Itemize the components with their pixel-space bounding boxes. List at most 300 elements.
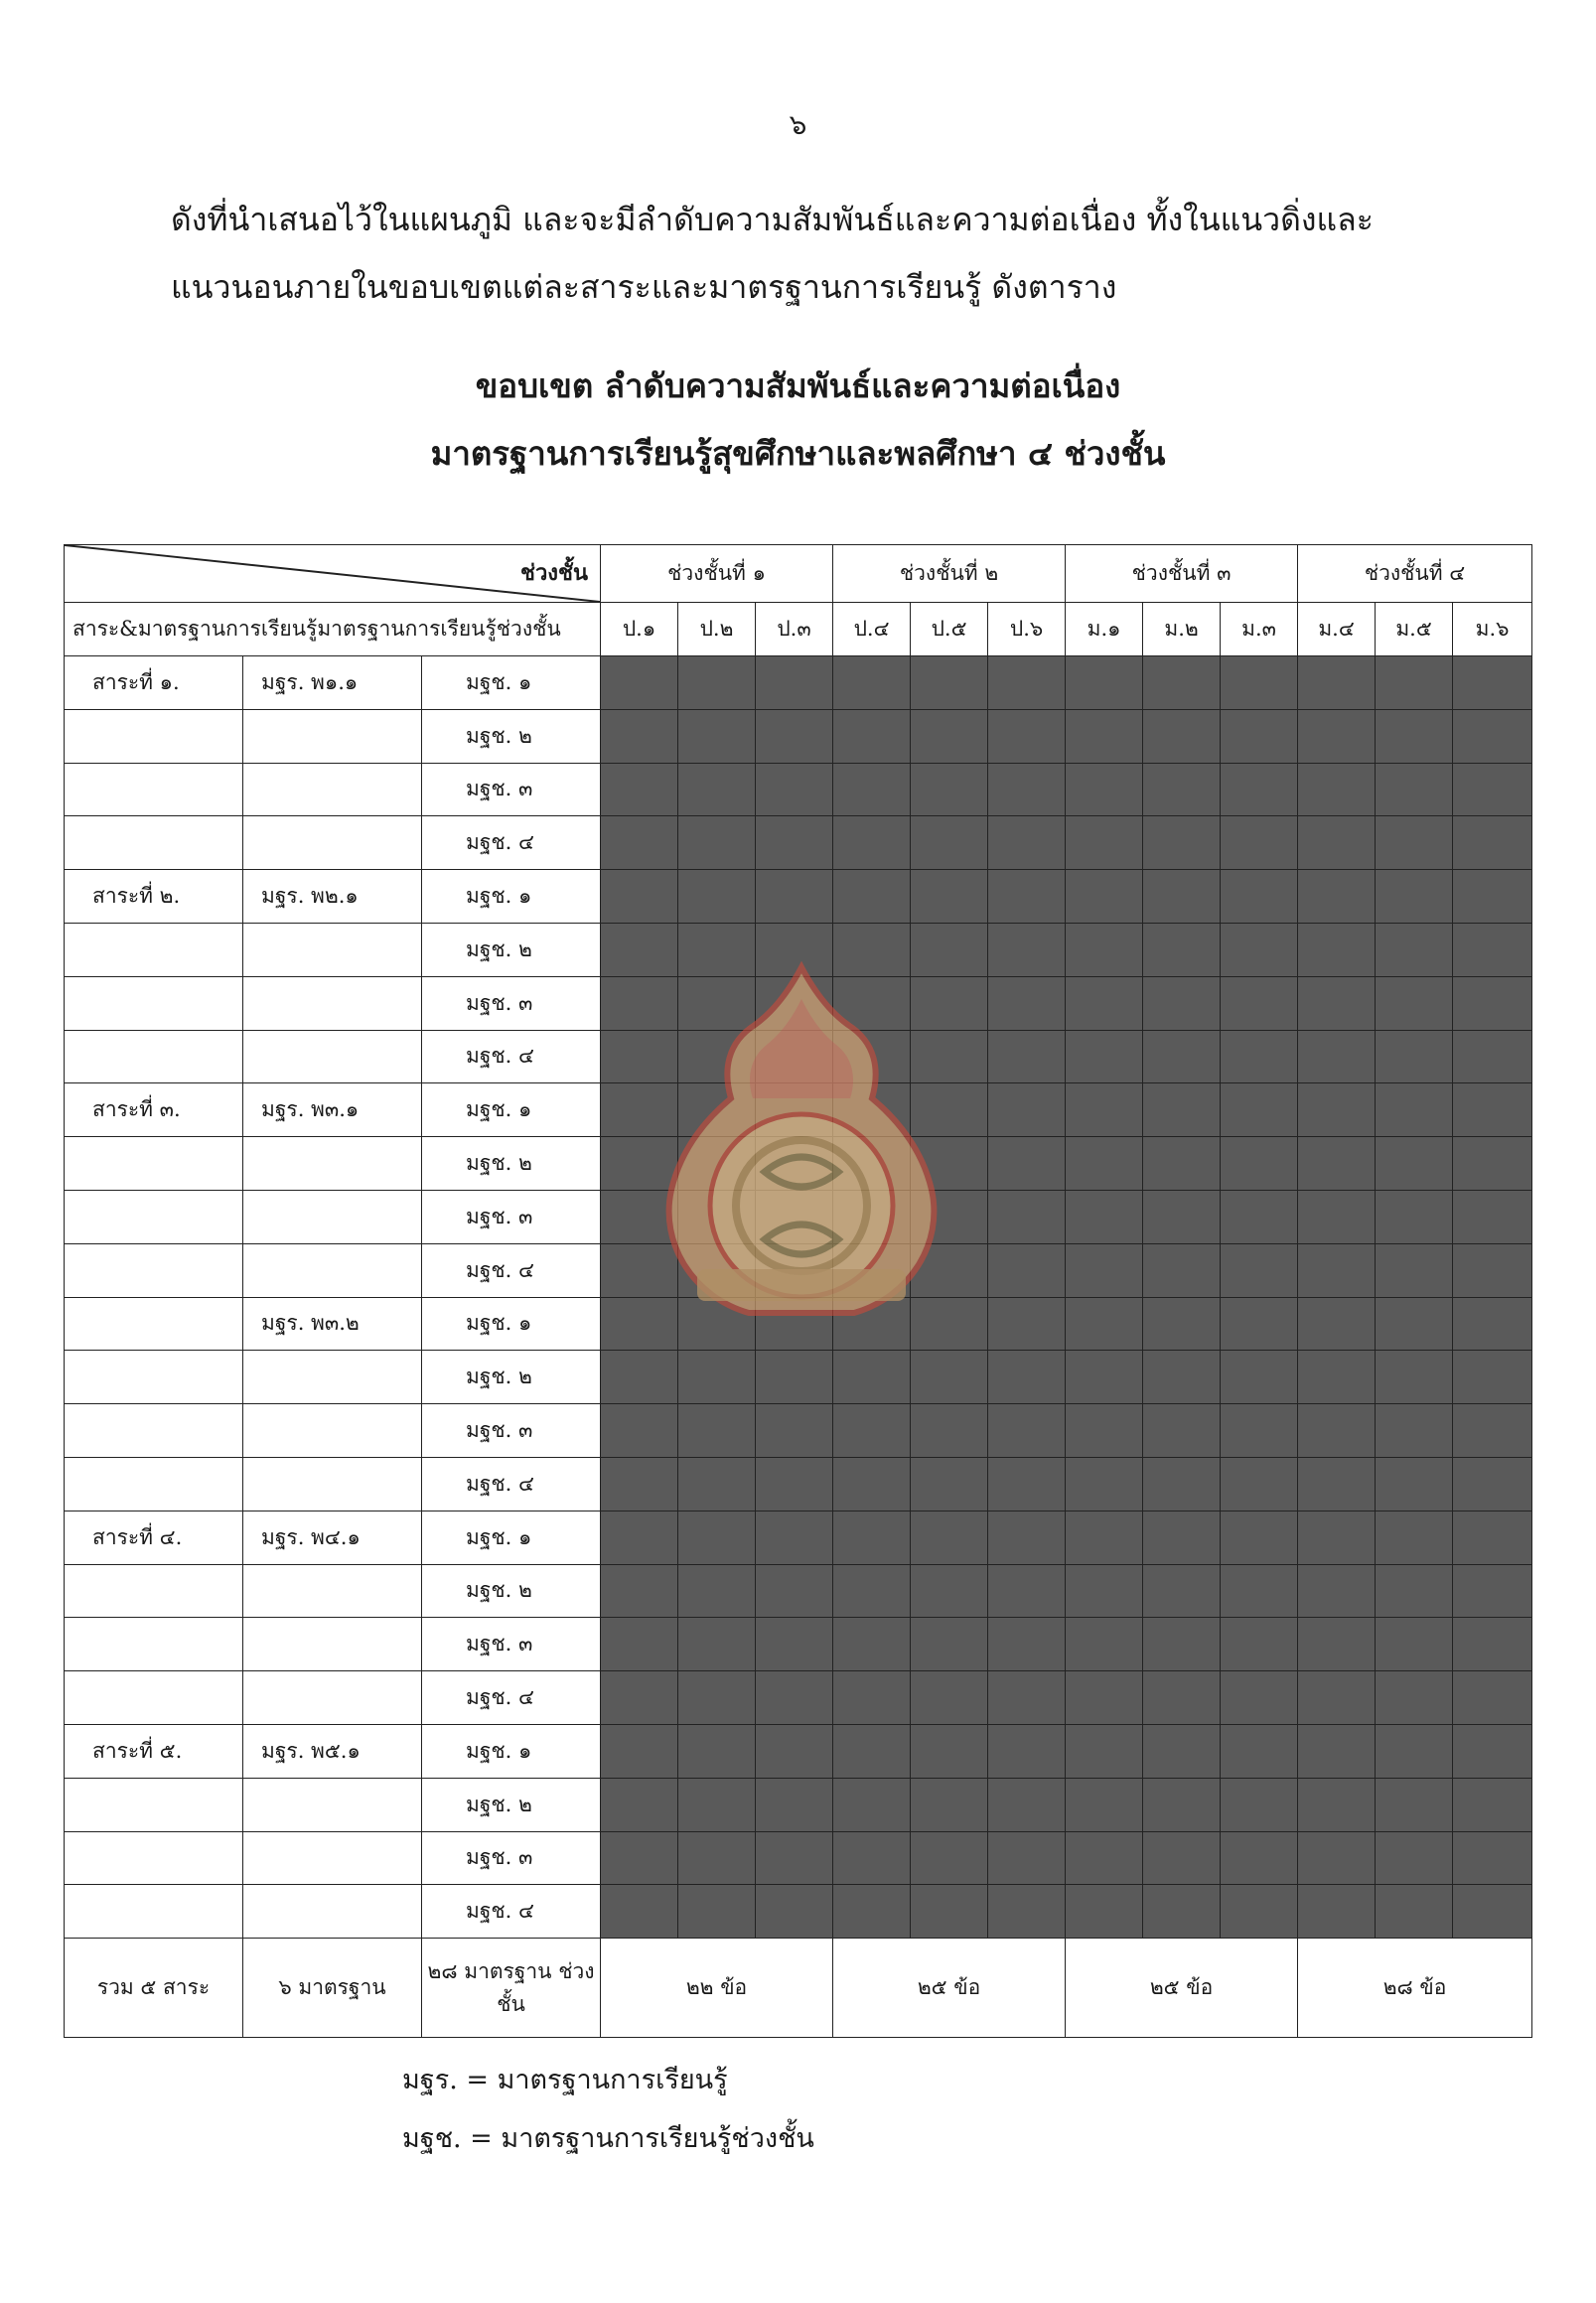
indicator-cell: มฐช. ๔: [422, 1671, 601, 1725]
indicator-cell: มฐช. ๒: [422, 1351, 601, 1404]
shaded-cell: [1453, 1351, 1532, 1404]
total-strands-cell: รวม ๕ สาระ: [65, 1939, 243, 2038]
indicator-cell: มฐช. ๑: [422, 656, 601, 710]
shaded-cell: [1143, 1885, 1221, 1939]
shaded-cell: [1376, 1831, 1453, 1885]
strand-cell: [65, 1564, 243, 1618]
standard-cell: [243, 1190, 422, 1243]
shaded-cell: [756, 1511, 833, 1564]
shaded-cell: [1221, 1030, 1298, 1083]
shaded-cell: [988, 1083, 1066, 1137]
shaded-cell: [678, 1778, 756, 1831]
shaded-cell: [1298, 1243, 1376, 1297]
shaded-cell: [911, 1618, 988, 1671]
standard-cell: [243, 976, 422, 1030]
shaded-cell: [1066, 1457, 1143, 1511]
shaded-cell: [678, 1831, 756, 1885]
shaded-cell: [1298, 1724, 1376, 1778]
total-group-cell: ๒๒ ข้อ: [601, 1939, 833, 2038]
shaded-cell: [988, 1778, 1066, 1831]
shaded-cell: [1221, 1724, 1298, 1778]
shaded-cell: [1066, 709, 1143, 763]
indicator-cell: มฐช. ๑: [422, 1083, 601, 1137]
shaded-cell: [678, 709, 756, 763]
shaded-cell: [756, 1404, 833, 1458]
shaded-cell: [756, 709, 833, 763]
shaded-cell: [1143, 1243, 1221, 1297]
strand-cell: [65, 1351, 243, 1404]
shaded-cell: [601, 1724, 678, 1778]
shaded-cell: [1453, 923, 1532, 976]
indicator-cell: มฐช. ๓: [422, 1190, 601, 1243]
grade-header: ป.๒: [678, 603, 756, 656]
grade-group-header: ช่วงชั้นที่ ๑: [601, 545, 833, 603]
strand-cell: [65, 816, 243, 870]
strand-cell: สาระที่ ๑.: [65, 656, 243, 710]
table-row: [65, 709, 1532, 763]
standard-cell: [243, 1030, 422, 1083]
intro-line-2: แนวนอนภายในขอบเขตแต่ละสาระและมาตรฐานการเรียนรู้ ดังตาราง: [171, 268, 1117, 306]
shaded-cell: [756, 870, 833, 924]
table-row: [65, 1831, 1532, 1885]
shaded-cell: [1298, 1564, 1376, 1618]
indicator-cell: มฐช. ๓: [422, 1618, 601, 1671]
shaded-cell: [1376, 763, 1453, 816]
shaded-cell: [988, 1030, 1066, 1083]
shaded-cell: [1453, 1618, 1532, 1671]
shaded-cell: [911, 1511, 988, 1564]
shaded-cell: [1376, 976, 1453, 1030]
standard-cell: [243, 709, 422, 763]
shaded-cell: [1066, 923, 1143, 976]
shaded-cell: [678, 1671, 756, 1725]
shaded-cell: [1066, 1297, 1143, 1351]
shaded-cell: [1143, 1618, 1221, 1671]
table-title-line-1: ขอบเขต ลำดับความสัมพันธ์และความต่อเนื่อง: [475, 366, 1121, 405]
shaded-cell: [1221, 1297, 1298, 1351]
grade-group-header: ช่วงชั้นที่ ๒: [833, 545, 1066, 603]
shaded-cell: [833, 656, 911, 710]
shaded-cell: [911, 709, 988, 763]
shaded-cell: [988, 923, 1066, 976]
indicator-cell: มฐช. ๔: [422, 1885, 601, 1939]
strand-cell: [65, 1404, 243, 1458]
shaded-cell: [1143, 923, 1221, 976]
total-group-cell: ๒๕ ข้อ: [833, 1939, 1066, 2038]
shaded-cell: [678, 1511, 756, 1564]
table-row: [65, 1511, 1532, 1564]
shaded-cell: [1066, 1137, 1143, 1191]
shaded-cell: [678, 1457, 756, 1511]
strand-cell: สาระที่ ๓.: [65, 1083, 243, 1137]
shaded-cell: [1453, 1671, 1532, 1725]
standard-cell: มฐร. พ๔.๑: [243, 1511, 422, 1564]
shaded-cell: [1453, 1243, 1532, 1297]
shaded-cell: [833, 1511, 911, 1564]
shaded-cell: [1453, 1778, 1532, 1831]
indicator-cell: มฐช. ๒: [422, 1137, 601, 1191]
shaded-cell: [1298, 1190, 1376, 1243]
shaded-cell: [756, 1671, 833, 1725]
shaded-cell: [601, 763, 678, 816]
shaded-cell: [1453, 1137, 1532, 1191]
grade-header: ป.๓: [756, 603, 833, 656]
table-row: [65, 763, 1532, 816]
shaded-cell: [833, 1618, 911, 1671]
corner-header-standards: สาระ&มาตรฐานการเรียนรู้มาตรฐานการเรียนรู้ช่วงชั้น: [65, 603, 601, 656]
shaded-cell: [1453, 709, 1532, 763]
shaded-cell: [988, 1351, 1066, 1404]
shaded-cell: [601, 1831, 678, 1885]
corner-header-grade-level: ช่วงชั้น: [520, 560, 589, 586]
shaded-cell: [1143, 1297, 1221, 1351]
shaded-cell: [1143, 870, 1221, 924]
shaded-cell: [756, 1885, 833, 1939]
shaded-cell: [601, 1404, 678, 1458]
grade-header: ป.๕: [911, 603, 988, 656]
strand-cell: [65, 1778, 243, 1831]
shaded-cell: [601, 1351, 678, 1404]
shaded-cell: [911, 1671, 988, 1725]
shaded-cell: [601, 1885, 678, 1939]
standard-cell: มฐร. พ๒.๑: [243, 870, 422, 924]
indicator-cell: มฐช. ๔: [422, 1030, 601, 1083]
shaded-cell: [1453, 1297, 1532, 1351]
shaded-cell: [1376, 1243, 1453, 1297]
standard-cell: [243, 1671, 422, 1725]
shaded-cell: [1453, 1511, 1532, 1564]
shaded-cell: [1298, 870, 1376, 924]
shaded-cell: [988, 976, 1066, 1030]
shaded-cell: [911, 1404, 988, 1458]
grade-group-header: ช่วงชั้นที่ ๔: [1298, 545, 1532, 603]
shaded-cell: [756, 656, 833, 710]
shaded-cell: [1453, 976, 1532, 1030]
strand-cell: [65, 1137, 243, 1191]
shaded-cell: [1066, 1564, 1143, 1618]
grade-header: ม.๓: [1221, 603, 1298, 656]
shaded-cell: [833, 870, 911, 924]
standard-cell: [243, 1404, 422, 1458]
indicator-cell: มฐช. ๓: [422, 1404, 601, 1458]
standard-cell: [243, 1243, 422, 1297]
shaded-cell: [1298, 923, 1376, 976]
table-title-line-2: มาตรฐานการเรียนรู้สุขศึกษาและพลศึกษา ๔ ช่วงชั้น: [430, 434, 1166, 473]
shaded-cell: [988, 1831, 1066, 1885]
shaded-cell: [1066, 1671, 1143, 1725]
shaded-cell: [1221, 976, 1298, 1030]
shaded-cell: [1221, 1083, 1298, 1137]
shaded-cell: [601, 1618, 678, 1671]
strand-cell: [65, 1030, 243, 1083]
shaded-cell: [1066, 1511, 1143, 1564]
shaded-cell: [988, 1564, 1066, 1618]
shaded-cell: [1298, 976, 1376, 1030]
strand-cell: [65, 763, 243, 816]
shaded-cell: [1143, 816, 1221, 870]
shaded-cell: [678, 870, 756, 924]
strand-cell: สาระที่ ๒.: [65, 870, 243, 924]
table-row: [65, 1671, 1532, 1725]
total-group-cell: ๒๕ ข้อ: [1066, 1939, 1298, 2038]
shaded-cell: [756, 763, 833, 816]
shaded-cell: [601, 1564, 678, 1618]
shaded-cell: [1376, 1564, 1453, 1618]
shaded-cell: [678, 816, 756, 870]
indicator-cell: มฐช. ๒: [422, 923, 601, 976]
shaded-cell: [988, 1404, 1066, 1458]
standard-cell: มฐร. พ๓.๑: [243, 1083, 422, 1137]
grade-header: ป.๔: [833, 603, 911, 656]
shaded-cell: [1298, 1885, 1376, 1939]
shaded-cell: [988, 1243, 1066, 1297]
shaded-cell: [911, 870, 988, 924]
table-row: [65, 1724, 1532, 1778]
shaded-cell: [1143, 1137, 1221, 1191]
shaded-cell: [601, 1511, 678, 1564]
shaded-cell: [988, 1724, 1066, 1778]
shaded-cell: [1066, 656, 1143, 710]
shaded-cell: [1221, 656, 1298, 710]
table-row: [65, 816, 1532, 870]
shaded-cell: [1453, 1831, 1532, 1885]
shaded-cell: [833, 1457, 911, 1511]
shaded-cell: [1376, 1618, 1453, 1671]
shaded-cell: [1376, 923, 1453, 976]
shaded-cell: [911, 1351, 988, 1404]
shaded-cell: [1298, 1083, 1376, 1137]
shaded-cell: [1376, 1297, 1453, 1351]
shaded-cell: [1298, 1351, 1376, 1404]
total-standards-cell: ๖ มาตรฐาน: [243, 1939, 422, 2038]
shaded-cell: [1453, 1724, 1532, 1778]
shaded-cell: [1453, 1564, 1532, 1618]
standard-cell: [243, 923, 422, 976]
standard-cell: [243, 816, 422, 870]
totals-row: [65, 1939, 1532, 2038]
shaded-cell: [1066, 1190, 1143, 1243]
grade-header: ม.๒: [1143, 603, 1221, 656]
standard-cell: [243, 1778, 422, 1831]
strand-cell: [65, 976, 243, 1030]
shaded-cell: [1298, 763, 1376, 816]
indicator-cell: มฐช. ๑: [422, 870, 601, 924]
shaded-cell: [1376, 1511, 1453, 1564]
shaded-cell: [1298, 1404, 1376, 1458]
shaded-cell: [1221, 709, 1298, 763]
shaded-cell: [1066, 763, 1143, 816]
shaded-cell: [1221, 1457, 1298, 1511]
shaded-cell: [1221, 1671, 1298, 1725]
shaded-cell: [756, 1831, 833, 1885]
shaded-cell: [1453, 816, 1532, 870]
shaded-cell: [1453, 1404, 1532, 1458]
shaded-cell: [1298, 1297, 1376, 1351]
shaded-cell: [911, 1724, 988, 1778]
corner-header: [65, 545, 601, 603]
shaded-cell: [833, 1831, 911, 1885]
shaded-cell: [911, 656, 988, 710]
shaded-cell: [1298, 1831, 1376, 1885]
obec-seal-watermark-icon: [657, 959, 945, 1327]
standard-cell: มฐร. พ๓.๒: [243, 1297, 422, 1351]
grade-header: ม.๕: [1376, 603, 1453, 656]
shaded-cell: [1376, 1457, 1453, 1511]
shaded-cell: [833, 1724, 911, 1778]
indicator-cell: มฐช. ๓: [422, 1831, 601, 1885]
shaded-cell: [833, 1778, 911, 1831]
grade-header: ม.๑: [1066, 603, 1143, 656]
shaded-cell: [1143, 1457, 1221, 1511]
shaded-cell: [1298, 1671, 1376, 1725]
strand-cell: [65, 709, 243, 763]
shaded-cell: [601, 816, 678, 870]
table-row: [65, 1564, 1532, 1618]
shaded-cell: [1066, 1724, 1143, 1778]
shaded-cell: [601, 656, 678, 710]
shaded-cell: [833, 1671, 911, 1725]
page-number: ๖: [789, 108, 807, 141]
shaded-cell: [678, 656, 756, 710]
shaded-cell: [1143, 1083, 1221, 1137]
total-indicators-cell: ๒๘ มาตรฐาน ช่วงชั้น: [422, 1939, 601, 2038]
shaded-cell: [833, 816, 911, 870]
shaded-cell: [1221, 1618, 1298, 1671]
table-row: [65, 656, 1532, 710]
shaded-cell: [1376, 1351, 1453, 1404]
indicator-cell: มฐช. ๒: [422, 1564, 601, 1618]
indicator-cell: มฐช. ๒: [422, 1778, 601, 1831]
shaded-cell: [601, 709, 678, 763]
table-row: [65, 1618, 1532, 1671]
shaded-cell: [601, 1671, 678, 1725]
shaded-cell: [1376, 1137, 1453, 1191]
shaded-cell: [1376, 1404, 1453, 1458]
shaded-cell: [911, 1831, 988, 1885]
strand-cell: [65, 1190, 243, 1243]
shaded-cell: [911, 1778, 988, 1831]
shaded-cell: [1376, 870, 1453, 924]
shaded-cell: [1066, 1030, 1143, 1083]
standard-cell: [243, 1137, 422, 1191]
shaded-cell: [1066, 976, 1143, 1030]
total-group-cell: ๒๘ ข้อ: [1298, 1939, 1532, 2038]
shaded-cell: [1221, 1243, 1298, 1297]
shaded-cell: [988, 1671, 1066, 1725]
shaded-cell: [1376, 816, 1453, 870]
shaded-cell: [1453, 656, 1532, 710]
table-row: [65, 870, 1532, 924]
shaded-cell: [601, 1457, 678, 1511]
indicator-cell: มฐช. ๒: [422, 709, 601, 763]
shaded-cell: [1453, 870, 1532, 924]
shaded-cell: [833, 709, 911, 763]
shaded-cell: [1376, 1885, 1453, 1939]
shaded-cell: [1453, 763, 1532, 816]
legend-line-1: มฐร. = มาตรฐานการเรียนรู้: [402, 2065, 728, 2095]
shaded-cell: [988, 816, 1066, 870]
shaded-cell: [1453, 1083, 1532, 1137]
shaded-cell: [1143, 1511, 1221, 1564]
shaded-cell: [1376, 1083, 1453, 1137]
shaded-cell: [1066, 1404, 1143, 1458]
shaded-cell: [1376, 709, 1453, 763]
shaded-cell: [1066, 1083, 1143, 1137]
table-row: [65, 1457, 1532, 1511]
shaded-cell: [1298, 1137, 1376, 1191]
strand-cell: [65, 1457, 243, 1511]
shaded-cell: [988, 1190, 1066, 1243]
shaded-cell: [988, 1618, 1066, 1671]
shaded-cell: [756, 1618, 833, 1671]
shaded-cell: [833, 1885, 911, 1939]
shaded-cell: [1143, 976, 1221, 1030]
grade-header: ม.๖: [1453, 603, 1532, 656]
strand-cell: [65, 1671, 243, 1725]
shaded-cell: [1221, 1885, 1298, 1939]
standard-cell: [243, 1564, 422, 1618]
shaded-cell: [1221, 1564, 1298, 1618]
shaded-cell: [1143, 1778, 1221, 1831]
shaded-cell: [988, 1885, 1066, 1939]
strand-cell: สาระที่ ๕.: [65, 1724, 243, 1778]
indicator-cell: มฐช. ๓: [422, 763, 601, 816]
shaded-cell: [1298, 656, 1376, 710]
standard-cell: [243, 1618, 422, 1671]
legend-line-2: มฐช. = มาตรฐานการเรียนรู้ช่วงชั้น: [402, 2123, 814, 2154]
shaded-cell: [1376, 1724, 1453, 1778]
strand-cell: [65, 1297, 243, 1351]
shaded-cell: [1221, 1190, 1298, 1243]
shaded-cell: [1376, 1778, 1453, 1831]
shaded-cell: [678, 1404, 756, 1458]
shaded-cell: [601, 870, 678, 924]
shaded-cell: [1143, 1351, 1221, 1404]
shaded-cell: [988, 1297, 1066, 1351]
shaded-cell: [601, 1778, 678, 1831]
shaded-cell: [1221, 763, 1298, 816]
table-row: [65, 1885, 1532, 1939]
shaded-cell: [1221, 1404, 1298, 1458]
shaded-cell: [988, 1457, 1066, 1511]
standard-cell: [243, 763, 422, 816]
shaded-cell: [1221, 870, 1298, 924]
shaded-cell: [1143, 656, 1221, 710]
shaded-cell: [756, 816, 833, 870]
shaded-cell: [1143, 1190, 1221, 1243]
shaded-cell: [1221, 1137, 1298, 1191]
standard-cell: มฐร. พ๑.๑: [243, 656, 422, 710]
strand-cell: [65, 1831, 243, 1885]
shaded-cell: [1066, 870, 1143, 924]
indicator-cell: มฐช. ๔: [422, 1243, 601, 1297]
shaded-cell: [1143, 1831, 1221, 1885]
shaded-cell: [833, 1404, 911, 1458]
table-row: [65, 1778, 1532, 1831]
indicator-cell: มฐช. ๑: [422, 1511, 601, 1564]
shaded-cell: [1221, 923, 1298, 976]
grade-header: ป.๖: [988, 603, 1066, 656]
indicator-cell: มฐช. ๓: [422, 976, 601, 1030]
shaded-cell: [1298, 1618, 1376, 1671]
standard-cell: [243, 1831, 422, 1885]
shaded-cell: [1376, 1190, 1453, 1243]
shaded-cell: [1453, 1190, 1532, 1243]
shaded-cell: [1453, 1030, 1532, 1083]
shaded-cell: [1453, 1457, 1532, 1511]
shaded-cell: [1143, 709, 1221, 763]
shaded-cell: [911, 1885, 988, 1939]
